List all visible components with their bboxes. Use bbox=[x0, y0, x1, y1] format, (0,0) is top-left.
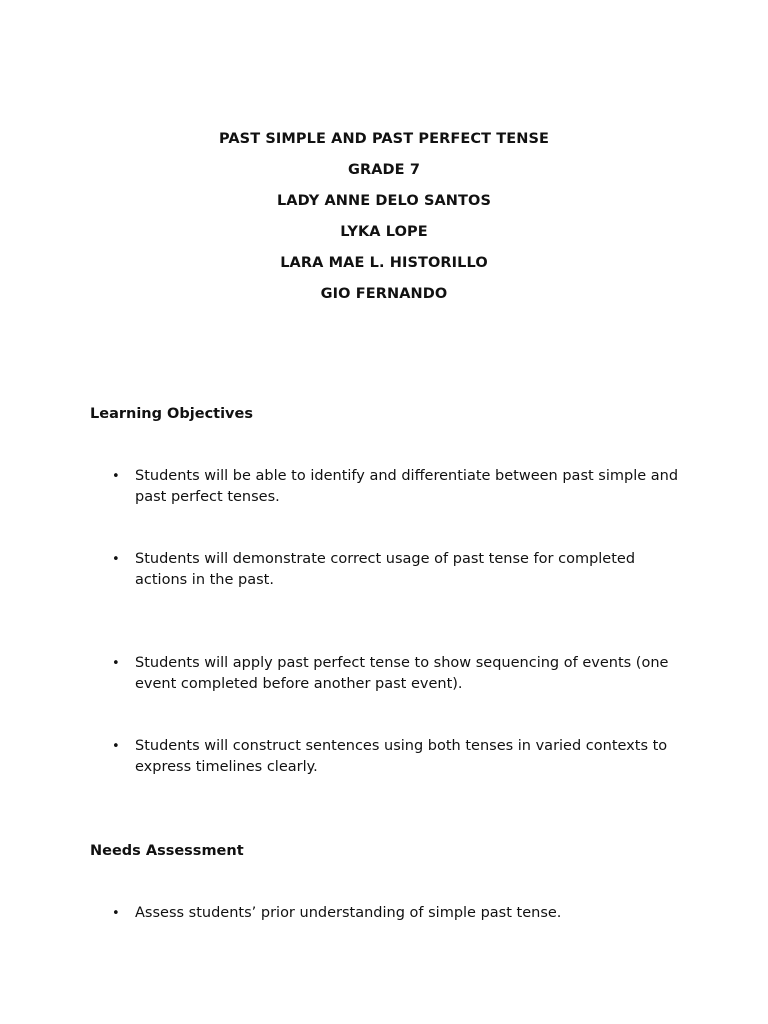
bullet-icon: • bbox=[112, 739, 120, 754]
author-name: GIO FERNANDO bbox=[320, 286, 448, 302]
needs-assessment-heading: Needs Assessment bbox=[90, 843, 244, 859]
author-name: LADY ANNE DELO SANTOS bbox=[276, 193, 492, 209]
bullet-icon: • bbox=[112, 656, 120, 671]
bullet-icon: • bbox=[112, 552, 120, 567]
bullet-icon: • bbox=[112, 906, 120, 921]
list-item-text: Students will be able to identify and differentiate between past simple and past perfect tenses. bbox=[135, 468, 679, 505]
author-name: LYKA LOPE bbox=[340, 224, 428, 240]
learning-objectives-heading: Learning Objectives bbox=[90, 406, 253, 422]
list-item-text: Students will demonstrate correct usage of past tense for completed actions in the past. bbox=[135, 551, 636, 588]
author-name: LARA MAE L. HISTORILLO bbox=[280, 255, 488, 271]
grade-level: GRADE 7 bbox=[347, 162, 421, 178]
list-item-text: Students will apply past perfect tense to show sequencing of events (one event completed before another past event). bbox=[135, 655, 669, 692]
list-item-text: Students will construct sentences using both tenses in varied contexts to express timelines clearly. bbox=[135, 738, 668, 775]
bullet-icon: • bbox=[112, 469, 120, 484]
document-title: PAST SIMPLE AND PAST PERFECT TENSE bbox=[218, 131, 550, 147]
title-block bbox=[0, 124, 768, 310]
list-item-text: Assess students’ prior understanding of simple past tense. bbox=[135, 905, 562, 921]
